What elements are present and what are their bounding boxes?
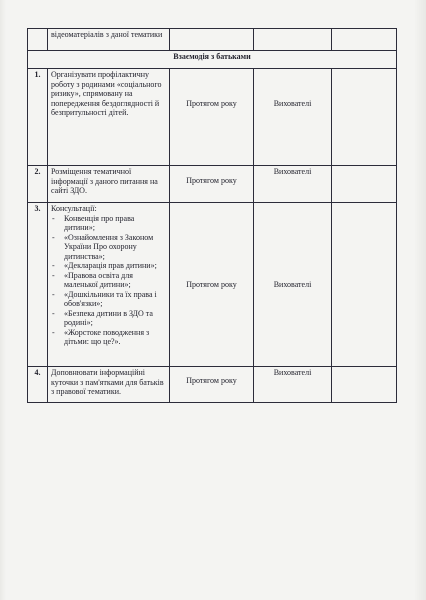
row-number: 2. [28,166,48,203]
responsible-cell: Вихователі [254,367,332,403]
row-number: 4. [28,367,48,403]
list-item: - «Жорстоке поводження з дітьми: що це?». [51,328,166,347]
notes-cell [332,203,397,367]
list-item: - «Ознайомлення з Законом України Про охорону дитинства»; [51,233,166,262]
list-item: - «Дошкільники та їх права і обов'язки»; [51,290,166,309]
notes-cell [332,166,397,203]
table-row [28,69,397,166]
row-number: 1. [28,69,48,166]
section-header-row [28,51,397,69]
list-item: - «Безпека дитини в ЗДО та родині»; [51,309,166,328]
responsible-cell: Вихователі [254,166,332,203]
consultations-heading: Консультації: [51,204,97,213]
activity-cell: відеоматеріалів з даної тематики [48,29,170,51]
table-row [28,367,397,403]
activity-cell [48,203,170,367]
activity-cell: Доповнювати інформаційні куточки з пам'ятками для батьків з правової тематики. [48,367,170,403]
term-cell: Протягом року [170,203,254,367]
list-item: - «Правова освіта для маленької дитини»; [51,271,166,290]
term-cell: Протягом року [170,166,254,203]
list-item: - Конвенція про права дитини»; [51,214,166,233]
num-cell [28,29,48,51]
term-cell: Протягом року [170,69,254,166]
section-title: Взаємодія з батьками [28,51,397,69]
row-number: 3. [28,203,48,367]
term-cell [170,29,254,51]
consultation-list [51,214,166,347]
term-cell: Протягом року [170,367,254,403]
activity-cell: Розміщення тематичної інформації з даного питання на сайті ЗДО. [48,166,170,203]
table-row [28,203,397,367]
activity-plan-table [27,28,397,403]
notes-cell [332,69,397,166]
table-row [28,166,397,203]
responsible-cell [254,29,332,51]
notes-cell [332,29,397,51]
notes-cell [332,367,397,403]
responsible-cell: Вихователі [254,203,332,367]
list-item: - «Декларація прав дитини»; [51,261,166,271]
responsible-cell: Вихователі [254,69,332,166]
table-row [28,29,397,51]
activity-cell: Організувати профілактичну роботу з родинами «соціального ризику», спрямовану на попередження бездоглядності й безпритульності дітей. [48,69,170,166]
